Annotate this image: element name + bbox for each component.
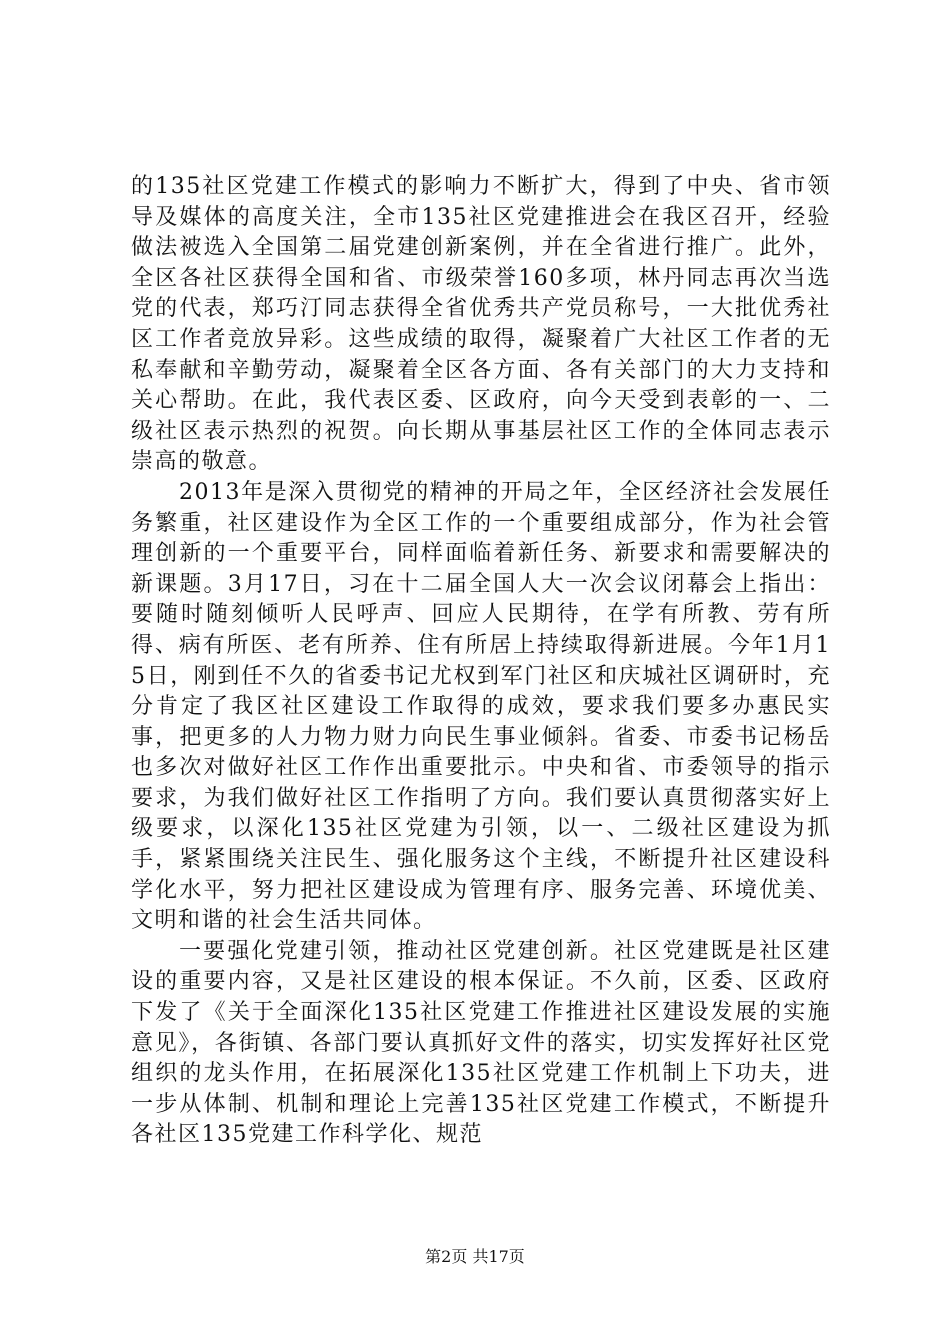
paragraph-continuation: 的135社区党建工作模式的影响力不断扩大，得到了中央、省市领导及媒体的高度关注，全市135社区党建推进会在我区召开，经验做法被选入全国第二届党建创新案例，并在全省进行推广。此外，全区各社区获得全国和省、市级荣誉160多项，林丹同志再次当选党的代表，郑巧汀同志获得全省优秀共产党员称号，一大批优秀社区工作者竞放异彩。这些成绩的取得，凝聚着广大社区工作者的无私奉献和辛勤劳动，凝聚着全区各方面、各有关部门的大力支持和关心帮助。在此，我代表区委、区政府，向今天受到表彰的一、二级社区表示热烈的祝贺。向长期从事基层社区工作的全体同志表示崇高的敬意。 xyxy=(131,174,831,475)
document-body xyxy=(131,172,831,1151)
paragraph-party-building: 一要强化党建引领，推动社区党建创新。社区党建既是社区建设的重要内容，又是社区建设的根本保证。不久前，区委、区政府下发了《关于全面深化135社区党建工作推进社区建设发展的实施意见》，各街镇、各部门要认真抓好文件的落实，切实发挥好社区党组织的龙头作用，在拓展深化135社区党建工作机制上下功夫，进一步从体制、机制和理论上完善135社区党建工作模式，不断提升各社区135党建工作科学化、规范 xyxy=(131,938,831,1148)
paragraph-2013: 2013年是深入贯彻党的精神的开局之年，全区经济社会发展任务繁重，社区建设作为全区工作的一个重要组成部分，作为社会管理创新的一个重要平台，同样面临着新任务、新要求和需要解决的新课题。3月17日，习在十二届全国人大一次会议闭幕会上指出：要随时随刻倾听人民呼声、回应人民期待，在学有所教、劳有所得、病有所医、老有所养、住有所居上持续取得新进展。今年1月15日，刚到任不久的省委书记尤权到军门社区和庆城社区调研时，充分肯定了我区社区建设工作取得的成效，要求我们要多办惠民实事，把更多的人力物力财力向民生事业倾斜。省委、市委书记杨岳也多次对做好社区工作作出重要批示。中央和省、市委领导的指示要求，为我们做好社区工作指明了方向。我们要认真贯彻落实好上级要求，以深化135社区党建为引领，以一、二级社区建设为抓手，紧紧围绕关注民生、强化服务这个主线，不断提升社区建设科学化水平，努力把社区建设成为管理有序、服务完善、环境优美、文明和谐的社会生活共同体。 xyxy=(131,479,831,934)
page-footer: 第2页 共17页 xyxy=(425,1247,525,1266)
